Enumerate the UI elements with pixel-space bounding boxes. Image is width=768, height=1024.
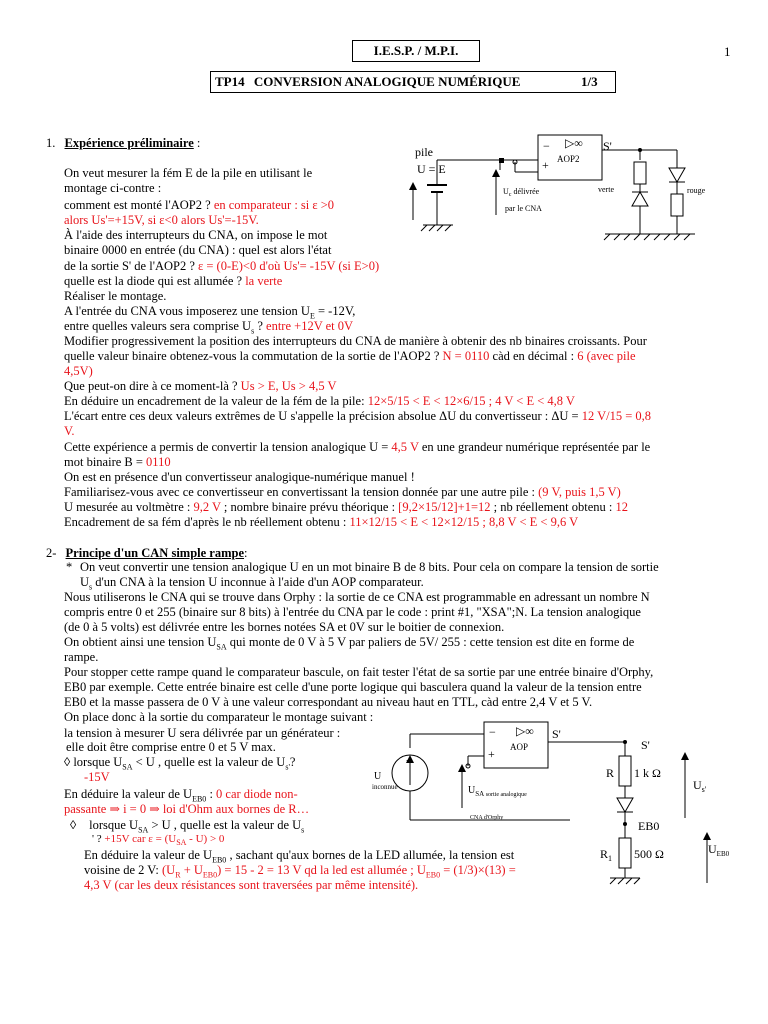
s2-p1-text: On veut convertir une tension analogique U en un mot binaire B de 8 bits. Pour cela on compare la tension de sortie [80,560,659,574]
s2-q4-answer-sub: R [175,870,181,880]
aop-minus: − [489,725,496,739]
s2-q3-line2 [92,832,224,846]
s2-p2-line1: Nous utiliserons le CNA qui se trouve dans Orphy : la sortie de ce CNA est programmable en adressant un nombre N [64,590,650,604]
s1-mot-text: mot binaire B = [64,455,147,469]
s2-q3-diamond: ◊ [70,818,77,832]
s2-q3-sub2: s [301,825,305,835]
s1-q3-line [64,274,282,288]
s1-q2-text: de la sortie S' de l'AOP2 ? [64,259,198,273]
s1-intro-line2: montage ci-contre : [64,181,162,195]
s2-p4-line3: EB0 et la masse passera de 0 V à une valeur correspondant au niveau haut en TTL, càd entre 2,4 V et 5 V. [64,695,593,709]
s2-p2-line2: compris entre 0 et 255 (binaire sur 8 bits) à l'entrée du CNA par le code : print #1, "XSA";N. La tension analogique [64,605,641,619]
s1-encadre-answer: 12×5/15 < E < 12×6/15 ; 4 V < E < 4,8 V [367,394,575,408]
inconnue-label: inconnue [372,783,398,791]
s1-familiar-answer: (9 V, puis 1,5 V) [538,485,621,499]
uc-label-sub: c [508,192,512,198]
s2-p4-line1: Pour stopper cette rampe quand le comparateur bascule, on fait tester l'état de sa sortie par une entrée binaire d'Orphy, [64,665,654,679]
s2-q1-answer: -15V [84,770,110,784]
s2-p6-line2: elle doit être comprise entre 0 et 5 V max. [66,740,276,754]
diagram2-circuit [360,718,750,898]
s1-moment-answer: Us > E, Us > 4,5 V [240,379,337,393]
us-label [693,778,707,794]
section1-title: Expérience préliminaire [64,136,194,150]
s1-between-text-b: ? [254,319,267,333]
s2-q2-answer-2: passante ⇒ i = 0 ⇒ loi d'Ohm aux bornes de R… [64,802,310,816]
s1-q3-text: quelle est la diode qui est allumée ? [64,274,246,288]
s1-exp-answer: 4,5 V [391,440,419,454]
s2-bullet: * [66,560,73,574]
s2-q3-answer [104,833,225,848]
s2-q3-text-b: > U , quelle est la valeur de U [148,818,302,832]
s2-q1-text-b: < U , quelle est la valeur de U [132,755,286,769]
s1-q2-line2: binaire 0000 en entrée (du CNA) : quel est alors l'état [64,243,332,257]
cna-orphy-label: CNA d'Orphy [470,815,504,821]
s2-p3-sub: SA [216,642,227,652]
institution-label: I.E.S.P. / M.P.I. [373,43,459,58]
s1-exp-text-b: en une grandeur numérique représentée par le [418,440,651,454]
s2-q4-sub: EB0 [212,855,227,865]
s2-q4-answer-d: = (1/3)×(13) = [440,863,516,877]
s1-uz-sub: E [309,311,315,321]
s1-umes-answer-b: [9,2×15/12]+1=12 [398,500,491,514]
aop-plus: + [488,747,495,761]
s2-q4-text-b: , sachant qu'aux bornes de la LED allumée, la tension est [226,848,515,862]
s2-q3-answer-sub: SA [176,838,187,848]
ueb0-label [708,842,730,858]
s1-q1-answer-a: en comparateur : si ε >0 [213,198,335,212]
s2-q3-text-c: ' ? [92,833,105,845]
s-prime-2: S' [641,738,650,752]
s2-p4-line2: EB0 par exemple. Cette entrée binaire est celle d'une porte logique qui basculera quand la valeur de la tension entre [64,680,642,694]
us-label-u: U [693,778,702,792]
s2-q4-answer-a: (U [162,863,176,877]
s2-p1-sub: s [89,582,93,592]
s2-q4-answer-sub2: EB0 [202,870,218,880]
s2-q4-answer-b: + U [180,863,203,877]
s1-modify-answer-b: 6 (avec pile [577,349,636,363]
s1-uz-text: A l'entrée du CNA vous imposerez une tension U [64,304,310,318]
s1-realiser: Réaliser le montage. [64,289,167,303]
s1-modify-line1: Modifier progressivement la position des interrupteurs du CNA de manière à obtenir des nb binaires croissants. Pour [64,334,647,348]
uc-label [503,187,540,198]
usa-label-rest: sortie analogique [484,792,527,798]
s2-q1-text-c: ? [289,755,296,769]
s2-p3-line1 [64,635,635,652]
s1-uz-text-b: = -12V, [314,304,356,318]
aop2-inf: ▷∞ [565,136,583,150]
s2-p3-text: On obtient ainsi une tension U [64,635,217,649]
s2-q2-text: En déduire la valeur de U [64,787,193,801]
s1-uz-line [64,304,356,321]
s2-p5: On place donc à la sortie du comparateur le montage suivant : [64,710,374,724]
section1-title-colon: : [193,136,201,150]
s2-q4-answer-line3: 4,3 V (car les deux résistances sont traversées par même intensité). [84,878,419,892]
aop2-label: AOP2 [557,154,580,164]
s2-q1-sub: SA [122,762,133,772]
aop-label: AOP [510,742,529,752]
s-prime-label: S' [603,139,612,153]
s2-p1-u: U [80,575,90,589]
s1-intro-line1: On veut mesurer la fém E de la pile en utilisant le [64,166,313,180]
s2-q4-answer-c: ) = 15 - 2 = 13 V qd la led est allumée ; U [217,863,426,877]
pile-label: pile [415,145,433,159]
s2-p1-line1 [66,560,659,574]
s1-exp-text: Cette expérience a permis de convertir la tension analogique U = [64,440,392,454]
s1-q1-line1 [64,198,334,212]
s1-encadr2-line [64,515,578,529]
s1-presence: On est en présence d'un convertisseur analogique-numérique manuel ! [64,470,415,484]
s2-q1-line [64,755,296,772]
s1-q1-text: comment est monté l'AOP2 ? [64,198,214,212]
uc-label-rest: délivrée [511,187,540,196]
section2-heading [46,546,248,560]
uc-label-u: U [503,187,509,196]
s1-between-sub: s [251,326,255,336]
s1-modify-answer-a: N = 0110 [442,349,490,363]
ueb0-label-u: U [708,842,717,856]
us-label-sub: s' [701,785,707,794]
s1-umes-text: U mesurée au voltmètre : [64,500,194,514]
s2-p1-text-b: d'un CNA à la tension U inconnue à l'aide d'un AOP comparateur. [92,575,424,589]
usa-label-u: U [468,785,476,796]
s1-mot-answer: 0110 [146,455,171,469]
s1-encadr2-text: Encadrement de sa fém d'après le nb réellement obtenu : [64,515,350,529]
s1-modify-answer-c: 4,5V) [64,364,93,378]
s1-q3-answer: la verte [245,274,283,288]
u-generator-label: U [374,771,382,782]
s2-q3-line1 [70,818,305,835]
r1-label-sub: 1 [608,854,613,863]
s2-p6-line1: la tension à mesurer U sera délivrée par un générateur : [64,726,341,740]
s1-between-text: entre quelles valeurs sera comprise U [64,319,252,333]
r-value: 1 k Ω [634,766,661,780]
s1-q2-answer: ε = (0-E)<0 d'où Us'= -15V (si E>0) [198,259,380,273]
diagram1-circuit [395,130,725,245]
tp-page: 1/3 [581,74,598,89]
section1-heading [46,136,200,150]
aop2-minus: − [543,139,550,153]
s1-ecart-answer-b: V. [64,424,75,438]
ueb0-label-sub: EB0 [716,850,730,858]
s1-q2-line3 [64,259,379,273]
s1-q2-line1: À l'aide des interrupteurs du CNA, on impose le mot [64,228,328,242]
rouge-label: rouge [687,186,706,195]
resistor-r [619,756,631,786]
s1-umes-answer-a: 9,2 V [193,500,221,514]
s2-p3-text-b: qui monte de 0 V à 5 V par paliers de 5V/ 255 : cette tension est dite en forme de [226,635,635,649]
s1-familiar-line [64,485,621,499]
s-prime-1: S' [552,727,561,741]
s1-exp-line [64,440,650,454]
s2-q1-sub2: s' [285,762,290,772]
s2-q2-answer-1: 0 car diode non- [216,787,298,801]
s1-moment-line [64,379,337,393]
s2-p3-line2: rampe. [64,650,99,664]
s2-q3-answer-b: - U) > 0 [186,833,225,845]
s2-q2-sub: EB0 [192,794,207,804]
s1-ecart-answer-a: 12 V/15 = 0,8 [581,409,652,423]
s1-encadre-text: En déduire un encadrement de la valeur de la fém de la pile: [64,394,368,408]
s1-umes-line [64,500,628,514]
usa-label-sub: SA [475,790,485,798]
s1-modify-mid: càd en décimal : [489,349,578,363]
aop-inf: ▷∞ [516,724,534,738]
gen-plus: + [406,756,412,767]
s2-q4-text-c: voisine de 2 V: [84,863,163,877]
s2-q2-line1 [64,787,298,804]
s1-ecart-line [64,409,651,423]
s1-mot-line [64,455,171,469]
s1-between-line [64,319,354,336]
resistor-r1 [619,838,631,868]
r-label: R [606,766,615,780]
s2-q2-text-b: : [206,787,217,801]
s1-modify-line2 [64,349,636,363]
s1-umes-text-b: ; nombre binaire prévu théorique : [220,500,399,514]
usa-label [468,785,527,798]
s2-q4-text: En déduire la valeur de U [84,848,213,862]
institution-header-box [352,40,480,62]
section2-title-colon: : [244,546,248,560]
u-eq-e-label: U = E [417,162,446,176]
eb0-label: EB0 [638,819,660,833]
uc-label-line2: par le CNA [505,204,542,213]
tp-title: CONVERSION ANALOGIQUE NUMÉRIQUE [253,74,521,89]
r1-label [600,847,612,863]
s2-p2-line3: (de 0 à 5 volts) est délivrée entre les bornes notées SA et 0V sur le boitier de connexion. [64,620,505,634]
s2-q1-text: lorsque U [70,755,123,769]
r1-value: 500 Ω [634,847,664,861]
s1-familiar-text: Familiarisez-vous avec ce convertisseur en convertissant la tension donnée par une autre pile : [64,485,539,499]
s1-moment-text: Que peut-on dire à ce moment-là ? [64,379,241,393]
aop2-plus: + [542,158,549,172]
s1-umes-text-c: ; nb réellement obtenu : [490,500,616,514]
resistor-verte [634,162,646,184]
section2-number: 2- [46,546,57,560]
r1-label-r: R [600,847,609,861]
page-number: 1 [724,44,731,59]
s2-q3-answer-a: +15V car ε = (U [104,833,177,845]
s1-modify-text: quelle valeur binaire obtenez-vous la commutation de la sortie de l'AOP2 ? [64,349,443,363]
section2-title: Principe d'un CAN simple rampe [65,546,245,560]
resistor-rouge [671,194,683,216]
section1-number: 1. [46,136,56,150]
verte-label: verte [598,185,614,194]
s1-between-answer: entre +12V et 0V [266,319,354,333]
s2-q4-answer-sub3: EB0 [425,870,441,880]
s1-q1-answer-b: alors Us'=+15V, si ε<0 alors Us'=-15V. [64,213,259,227]
s2-q3-sub: SA [138,825,149,835]
s1-encadr2-answer: 11×12/15 < E < 12×12/15 ; 8,8 V < E < 9,6 V [349,515,579,529]
s2-q3-text: lorsque U [86,818,139,832]
s2-q1-diamond: ◊ [64,755,71,769]
tp-title-box [210,71,616,93]
tp-number: TP14 [215,74,245,89]
s1-encadre-line [64,394,575,408]
s1-umes-answer-c: 12 [615,500,628,514]
s2-p1-line2 [80,575,424,592]
s1-ecart-text: L'écart entre ces deux valeurs extrêmes de U s'appelle la précision absolue ΔU du convertisseur : ΔU = [64,409,582,423]
